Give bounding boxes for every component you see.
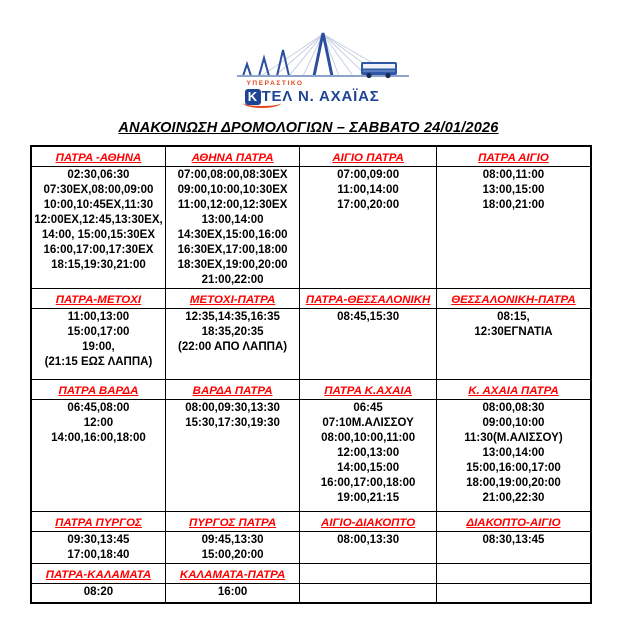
time-line: 21:00,22:00 <box>201 274 264 286</box>
route-name: ΑΙΓΙΟ ΠΑΤΡΑ <box>332 152 404 164</box>
route-header-row <box>31 289 591 309</box>
route-name: ΘΕΣΣΑΛΟΝΙΚΗ-ΠΑΤΡΑ <box>451 294 576 306</box>
time-line: 18:00,21:00 <box>482 199 545 211</box>
time-line: 02:30,06:30 <box>67 169 130 181</box>
route-header-cell <box>165 146 299 167</box>
times-row <box>31 532 591 564</box>
time-line: 19:00, <box>82 341 115 353</box>
times-cell <box>31 532 165 564</box>
time-line: 10:00,10:45EX,11:30 <box>43 199 154 211</box>
times-cell <box>436 167 591 289</box>
time-line: 07:00,09:00 <box>337 169 400 181</box>
route-name: ΠΑΤΡΑ-ΚΑΛΑΜΑΤΑ <box>45 569 152 581</box>
route-header-cell <box>31 564 165 584</box>
route-name: ΠΑΤΡΑ -ΑΘΗΝΑ <box>55 152 142 164</box>
route-header-cell <box>300 512 437 532</box>
route-header-cell <box>31 512 165 532</box>
times-row <box>31 309 591 380</box>
route-header-cell <box>165 289 299 309</box>
time-line: 18:30EX,19:00,20:00 <box>177 259 288 271</box>
empty-cell <box>300 564 437 584</box>
route-header-cell <box>165 380 299 400</box>
time-line: 08:00,08:30 <box>482 402 545 414</box>
time-line: 07:10M.ΑΛΙΣΣΟΥ <box>322 417 414 429</box>
route-name: ΜΕΤΟΧΙ-ΠΑΤΡΑ <box>189 294 276 306</box>
time-line: 15:30,17:30,19:30 <box>185 417 280 429</box>
time-line: 16:00 <box>217 586 248 598</box>
times-row <box>31 584 591 604</box>
time-line: 16:00,17:00,18:00 <box>320 477 416 489</box>
times-cell <box>165 584 299 604</box>
time-line: 12:30ΕΓΝΑΤΙΑ <box>474 326 553 338</box>
times-row <box>31 167 591 289</box>
times-cell <box>300 400 437 512</box>
time-line: 13:00,14:00 <box>201 214 264 226</box>
route-name: ΔΙΑΚΟΠΤΟ-ΑΙΓΙΟ <box>466 517 561 529</box>
times-cell <box>31 584 165 604</box>
time-line: 13:00,15:00 <box>482 184 545 196</box>
time-line: 17:00,20:00 <box>337 199 400 211</box>
logo-text <box>235 80 411 105</box>
times-cell <box>436 532 591 564</box>
route-header-cell <box>165 512 299 532</box>
time-line: 15:00,16:00,17:00 <box>466 462 561 474</box>
route-header-cell <box>31 380 165 400</box>
time-line: 08:30,13:45 <box>482 534 545 546</box>
times-cell <box>165 167 299 289</box>
route-header-cell <box>300 146 437 167</box>
route-name: Κ. ΑΧΑΙΑ ΠΑΤΡΑ <box>468 385 559 397</box>
time-line: 18:00,19:00,20:00 <box>466 477 561 489</box>
time-line: 14:00,16:00,18:00 <box>51 432 146 444</box>
time-line: 15:00,20:00 <box>201 549 264 561</box>
time-line: 19:00,21:15 <box>337 492 400 504</box>
route-name: ΚΑΛΑΜΑΤΑ-ΠΑΤΡΑ <box>179 569 286 581</box>
empty-cell <box>436 584 591 604</box>
times-cell <box>436 400 591 512</box>
route-header-cell <box>31 289 165 309</box>
time-line: 12:00EX,12:45,13:30EX, <box>34 214 163 226</box>
times-cell <box>31 309 165 380</box>
time-line: 08:00,11:00 <box>482 169 545 181</box>
route-header-row <box>31 146 591 167</box>
times-cell <box>300 309 437 380</box>
time-line: 11:00,13:00 <box>67 311 130 323</box>
time-line: 09:30,13:45 <box>67 534 130 546</box>
route-header-row <box>31 564 591 584</box>
time-line: 09:45,13:30 <box>201 534 264 546</box>
route-name: ΑΘΗΝΑ ΠΑΤΡΑ <box>191 152 274 164</box>
time-line: 14:30EX,15:00,16:00 <box>177 229 288 241</box>
time-line: 06:45 <box>353 402 383 414</box>
times-cell <box>165 309 299 380</box>
route-header-cell <box>300 380 437 400</box>
route-name: ΠΥΡΓΟΣ ΠΑΤΡΑ <box>188 517 277 529</box>
time-line: 08:00,09:30,13:30 <box>185 402 280 414</box>
route-name: ΠΑΤΡΑ-ΘΕΣΣΑΛΟΝΙΚΗ <box>305 294 431 306</box>
route-header-cell <box>436 512 591 532</box>
time-line: 18:15,19:30,21:00 <box>51 259 146 271</box>
time-line: 15:00,17:00 <box>67 326 130 338</box>
time-line: 07:00,08:00,08:30EX <box>177 169 288 181</box>
time-line: (21:15 ΕΩΣ ΛΑΠΠΑ) <box>44 356 153 368</box>
time-line: 08:45,15:30 <box>337 311 400 323</box>
time-line: 08:00,10:00,11:00 <box>321 432 416 444</box>
logo-name-text: ΤΕΛ Ν. ΑΧΑΪΑΣ <box>261 88 380 105</box>
time-line: 17:00,18:40 <box>67 549 130 561</box>
time-line: 14:00, 15:00,15:30EX <box>41 229 156 241</box>
logo-overline: ΥΠΕΡΑΣΤΙΚΟ <box>246 80 304 87</box>
time-line: 11:00,12:00,12:30EX <box>177 199 288 211</box>
bridge-and-bus-illustration <box>235 26 411 82</box>
times-cell <box>165 400 299 512</box>
time-line: 11:00,14:00 <box>337 184 399 196</box>
route-name: ΠΑΤΡΑ ΒΑΡΔΑ <box>58 385 139 397</box>
times-cell <box>300 532 437 564</box>
route-header-row <box>31 380 591 400</box>
time-line: 08:20 <box>83 586 114 598</box>
route-name: ΠΑΤΡΑ ΑΙΓΙΟ <box>478 152 549 164</box>
times-cell <box>31 167 165 289</box>
page-title: ΑΝΑΚΟΙΝΩΣΗ ΔΡΟΜΟΛΟΓΙΩΝ – ΣΑΒΒΑΤΟ 24/01/2026 <box>118 120 499 136</box>
times-cell <box>165 532 299 564</box>
route-name: ΠΑΤΡΑ ΠΥΡΓΟΣ <box>55 517 142 529</box>
times-row <box>31 400 591 512</box>
logo-k-tile: Κ <box>245 89 261 105</box>
time-line: 09:00,10:00 <box>482 417 545 429</box>
empty-cell <box>436 564 591 584</box>
route-name: ΑΙΓΙΟ-ΔΙΑΚΟΠΤΟ <box>321 517 416 529</box>
time-line: 12:00,13:00 <box>337 447 400 459</box>
time-line: 18:35,20:35 <box>201 326 264 338</box>
times-cell <box>31 400 165 512</box>
time-line: 08:00,13:30 <box>337 534 400 546</box>
route-header-cell <box>436 380 591 400</box>
empty-cell <box>300 584 437 604</box>
time-line: 14:00,15:00 <box>337 462 400 474</box>
route-header-cell <box>300 289 437 309</box>
ktel-logo <box>235 26 411 105</box>
time-line: 07:30EX,08:00,09:00 <box>43 184 154 196</box>
schedule-table <box>30 145 592 604</box>
time-line: 16:00,17:00,17:30EX <box>43 244 154 256</box>
route-header-row <box>31 512 591 532</box>
times-cell <box>436 309 591 380</box>
time-line: 12:00 <box>83 417 114 429</box>
times-cell <box>300 167 437 289</box>
time-line: 13:00,14:00 <box>482 447 545 459</box>
time-line: 09:00,10:00,10:30EX <box>177 184 288 196</box>
route-header-cell <box>436 146 591 167</box>
route-name: ΠΑΤΡΑ Κ.ΑΧΑΙΑ <box>324 385 412 397</box>
time-line: 11:30(M.ΑΛΙΣΣΟΥ) <box>464 432 563 444</box>
route-name: ΠΑΤΡΑ-ΜΕΤΟΧΙ <box>55 294 142 306</box>
route-header-cell <box>165 564 299 584</box>
time-line: 21:00,22:30 <box>482 492 545 504</box>
route-name: ΒΑΡΔΑ ΠΑΤΡΑ <box>192 385 273 397</box>
time-line: 06:45,08:00 <box>67 402 130 414</box>
logo-name <box>245 88 411 105</box>
route-header-cell <box>436 289 591 309</box>
route-header-cell <box>31 146 165 167</box>
time-line: 12:35,14:35,16:35 <box>185 311 280 323</box>
time-line: 08:15, <box>497 311 530 323</box>
time-line: (22:00 ΑΠΟ ΛΑΠΠΑ) <box>178 341 288 353</box>
time-line: 16:30EX,17:00,18:00 <box>177 244 288 256</box>
